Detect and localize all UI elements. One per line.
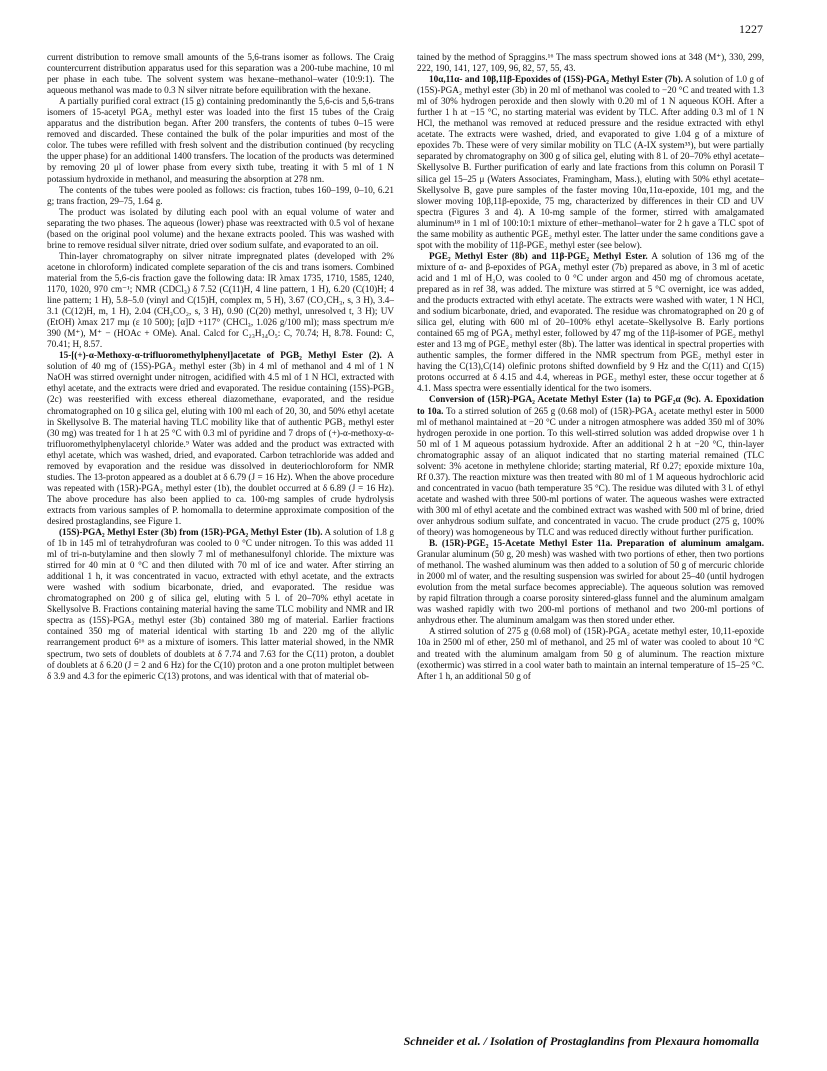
left-column [47, 52, 394, 682]
paragraph-heading: Conversion of (15R)-PGA₂ Acetate Methyl Ester (1a) to PGF₂α (9c). A. Epoxidation to 10a. [417, 394, 764, 416]
paragraph [417, 52, 764, 74]
paragraph-heading: (15S)-PGA₂ Methyl Ester (3b) from (15R)-PGA₂ Methyl Ester (1b). [59, 527, 323, 538]
paragraph [417, 538, 764, 626]
running-footer: Schneider et al. / Isolation of Prostaglandins from Plexaura homomalla [403, 1034, 759, 1048]
paragraph [417, 251, 764, 395]
paragraph [47, 185, 394, 207]
paragraph [417, 626, 764, 681]
paragraph-text: Thin-layer chromatography on silver nitrate impregnated plates (developed with 2% acetone in chloroform) indicated complete separation of the cis and trans isomers. Combined material from the 5,6-cis fraction gave the following data: IR λmax 1735, 1710, 1585, 1240, 1170, 1020, 970 cm⁻¹; NMR (CDCl₃) δ 7.52 (C(11)H, 4 line pattern, 1 H), 6.20 (C(10)H; 4 line pattern; 1 H), 5.8–5.0 (vinyl and C(15)H, complex m, 5 H), 3.67 (CO₂CH₃, s, 3 H), 3.4–3.1 (C(12)H, m, 1 H), 2.04 (CH₃CO₂, s, 3 H), 0.90 (C(20) methyl, unresolved t, 3 H); UV (EtOH) λmax 217 mμ (ε 10 500); [α]D +117° (CHCl₃, 1.026 g/100 ml); mass spectrum m/e 390 (M⁺), M⁺ − (HOAc + OMe). Anal. Calcd for C₂₃H₃₄O₅: C, 70.74; H, 8.78. Found: C, 70.41; H, 8.57. [47, 250, 394, 350]
paragraph-text: A stirred solution of 275 g (0.68 mol) of (15R)-PGA₂ acetate methyl ester, 10,11-epoxide 10a in 2500 ml of ether, 250 ml of methanol, and 25 ml of water was cooled to about 10 °C and treated with the aluminum amalgam from 50 g of aluminum. The reaction mixture (exothermic) was stirred in a cool water bath to maintain an internal temperature of 15–25 °C. After 1 h, an additional 50 g of [417, 626, 764, 681]
paragraph-text: To a stirred solution of 265 g (0.68 mol) of (15R)-PGA₂ acetate methyl ester in 5000 ml of methanol maintained at −20 °C under a nitrogen atmosphere was added 350 ml of 30% hydrogen peroxide in one portion. To this well-stirred solution was added dropwise over 1 h 50 ml of 1 M aqueous potassium hydroxide. After an additional 2 h at −20 °C, thin-layer chromatographic assay of an aliquot indicated that no starting material remained (TLC solvent: 3% acetone in methylene chloride; starting material, Rf 0.27; epoxide mixture 10a, Rf 0.37). The reaction mixture was then treated with 80 ml of 1 M aqueous hydrochloric acid and concentrated in vacuo (bath temperature 35 °C). The residue was diluted with 3 l. of ethyl acetate and washed with three 500-ml portions of water. The aqueous washes were extracted with 300 ml of ethyl acetate and the combined extract was washed with 500 ml of brine, dried over anhydrous sodium sulfate, and concentrated in vacuo. The crude product (275 g, 100% of theory) was homogeneous by TLC and was reduced directly without further purification. [417, 405, 765, 538]
paragraph-text: A solution of 1.0 g of (15S)-PGA₂ methyl ester (3b) in 20 ml of methanol was cooled to −20 °C and treated with 1.3 ml of 30% hydrogen peroxide and then slowly with 0.20 ml of 1 N aqueous KOH. After a further 1 h at −15 °C, no starting material was evident by TLC. After adding 0.3 ml of 1 N HCl, the methanol was removed at reduced pressure and the residue extracted with ethyl acetate. The extracts were washed, dried, and evaporated to give 1.04 g of a mixture of epoxides 7b. These were of very similar mobility on TLC (A-IX system³⁵), but were partially separated by chromatography on 300 g of silica gel, eluting with 8 l. of 20–70% ethyl acetate–Skellysolve B. Further purification of early and late fractions from this column on Porasil T silica gel 15–25 μ (Waters Associates, Framingham, Mass.), eluting with 50% ethyl acetate–Skellysolve B, gave pure samples of the faster moving 10α,11α-epoxide, 101 mg, and the slower moving 10β,11β-epoxide, 75 mg, characterized by differences in their CD and UV spectra (Figures 3 and 4). A 10-mg sample of the former, stirred with amalgamated aluminum¹⁸ in 1 ml of 100:10:1 mixture of ether–methanol–water for 2 h gave a TLC spot of the same mobility as authentic PGE₂ methyl ester. The latter under the same conditions gave a spot with the mobility of 11β-PGE₂ methyl ester (see below). [417, 74, 764, 250]
paragraph-text: A solution of 136 mg of the mixture of α- and β-epoxides of PGA₂ methyl ester (7b) prepared as above, in 3 ml of acetic acid and 1 ml of H₂O, was cooled to 0 °C under argon and 450 mg of chromous acetate, prepared as in ref 38, was added. The mixture was stirred at 5 °C overnight, ice was added, and the products extracted with ethyl acetate. The extracts were washed with water, 1 N HCl, and sodium bicarbonate, dried, and evaporated. The residue was chromatographed on 20 g of silica gel, eluting with 600 ml of 20–100% ethyl acetate–Skellysolve B. Early portions contained 65 mg of PGA₂ methyl ester, followed by 47 mg of the 11β-isomer of PGE₂ methyl ester and 13 mg of PGE₂ methyl ester (8b). The latter was identical in spectral properties with authentic samples, the former differed in the NMR spectrum from PGE₂ methyl ester in having the C(13),C(14) olefinic protons shifted downfield by 9 Hz and the C(11) and C(15) protons occurred at δ 4.15 and 4.4, whereas in PGE₂ methyl ester, these occur together at δ 4.1. Mass spectra were essentially identical for the two isomers. [417, 250, 764, 394]
paragraph-heading: B. (15R)-PGE₂ 15-Acetate Methyl Ester 11a. Preparation of aluminum amalgam. [429, 538, 764, 549]
paragraph [47, 96, 394, 184]
paragraph-heading: 10α,11α- and 10β,11β-Epoxides of (15S)-PGA₂ Methyl Ester (7b). [429, 74, 683, 85]
paragraph-text: A partially purified coral extract (15 g) containing predominantly the 5,6-cis and 5,6-trans isomers of 15-acetyl PGA₂ methyl ester was loaded into the first 15 tubes of the Craig apparatus and the distribution began. After 200 transfers, the contents of tubes 0–15 were removed and discarded. These contained the bulk of the polar impurities and most of the color. The tubes were refilled with fresh solvent and the distribution continued (by recycling the upper phase) for an additional 1400 transfers. The location of the products was determined by removing 20 μl of lower phase from every sixth tube, treating it with 5 ml of 1 N potassium hydroxide in methanol, and measuring the absorption at 278 nm. [47, 96, 394, 184]
paragraph [417, 394, 764, 538]
paragraph [47, 251, 394, 350]
paragraph-text: tained by the method of Spraggins.¹⁶ The mass spectrum showed ions at 348 (M⁺), 330, 299, 222, 190, 141, 127, 109, 96, 82, 57, 55, 43. [417, 52, 764, 74]
paragraph-text: The contents of the tubes were pooled as follows: cis fraction, tubes 160–199, 0–10, 6.21 g; trans fraction, 29–75, 1.64 g. [47, 184, 394, 206]
paragraph-text: Granular aluminum (50 g, 20 mesh) was washed with two portions of ether, then two portions of methanol. The washed aluminum was then added to a solution of 50 g of mercuric chloride in 2000 ml of water, and the resulting suspension was swirled for about 25–40 (until hydrogen evolution from the metal surface becomes appreciable). The aqueous solution was removed by rapid filtration through a coarse porosity sintered-glass funnel and the aluminum amalgam was washed rapidly with two 200-ml portions of methanol and two 200-ml portions of anhydrous ether. The aluminum amalgam was then stored under ether. [417, 549, 764, 626]
paragraph-text: A solution of 40 mg of (15S)-PGA₂ methyl ester (3b) in 4 ml of methanol and 4 ml of 1 N NaOH was stirred overnight under nitrogen, acidified with 4.5 ml of 1 N HCl, extracted with ethyl acetate, and the extracts were dried and evaporated. The residue containing (15S)-PGB₂ (2c) was reesterified with excess ethereal diazomethane, evaporated, and the residue chromatographed on 10 g silica gel, eluting with 100 ml each of 20, 30, and 50% ethyl acetate in Skellysolve B. The material having TLC mobility like that of authentic PGB₂ methyl ester (30 mg) was treated for 1 h at 25 °C with 0.3 ml of pyridine and 7 drops of (+)-α-methoxy-α-trifluoromethylphenylacetyl chloride.⁹ Water was added and the product was extracted with ethyl acetate, which was washed, dried, and evaporated. Carbon tetrachloride was added and removed by evaporation and the residue was dissolved in deuteriochloroform for NMR studies. The 13-proton appeared as a doublet at δ 6.79 (J = 16 Hz). When the above procedure was repeated with (15R)-PGA₂ methyl ester (1b), the doublet occurred at δ 6.89 (J = 16 Hz). The above procedure has also been applied to ca. 100-mg samples of crude hydrolysis extracts from various samples of P. homomalla to determine approximate composition of the desired prostaglandins, see Figure 1. [47, 350, 394, 526]
paragraph [47, 52, 394, 96]
paragraph-text: current distribution to remove small amounts of the 5,6-trans isomer as follows. The Craig countercurrent distribution apparatus used for this separation was a 200-tube machine, 10 ml per phase in each tube. The solvent system was hexane–methanol–water (10:9:1). The aqueous methanol was made to 0.3 N silver nitrate before equilibration with the hexane. [47, 52, 394, 96]
page-number: 1227 [739, 22, 763, 36]
paragraph-heading: 15-[(+)-α-Methoxy-α-trifluoromethylphenyl]acetate of PGB₂ Methyl Ester (2). [59, 350, 382, 361]
paragraph-text: A solution of 1.8 g of 1b in 145 ml of tetrahydrofuran was cooled to 0 °C under nitrogen. To this was added 11 ml of tri-n-butylamine and then slowly 7 ml of methanesulfonyl chloride. The mixture was stirred for 40 min at 0 °C and then diluted with 70 ml of ice and water. After stirring an additional 1 h, it was concentrated in vacuo, extracted with ethyl acetate, and the extracts were washed with sodium bicarbonate, dried, and evaporated. The residue was chromatographed on 200 g of silica gel, eluting with 5 l. of 20–70% ethyl acetate in Skellysolve B. Fractions containing material having the same TLC mobility and NMR and IR spectra as (15S)-PGA₂ methyl ester (3b) contained 380 mg of material. Earlier fractions contained 350 mg of material identical with starting 1b and 220 mg of the allylic rearrangement product 6¹⁶ as a mixture of isomers. This latter material showed, in the NMR spectrum, two sets of doublets of doublets at δ 7.74 and 7.63 for the C(11) proton, a doublet of doublets at δ 6.20 (J = 2 and 6 Hz) for the C(10) proton and a one proton multiplet between δ 3.9 and 4.3 for the epimeric C(13) protons, and was identical with that of material ob- [47, 527, 394, 681]
right-column [417, 52, 764, 682]
paragraph [417, 74, 764, 251]
paragraph [47, 350, 394, 527]
paragraph-heading: PGE₂ Methyl Ester (8b) and 11β-PGE₂ Methyl Ester. [429, 250, 648, 261]
paragraph [47, 527, 394, 682]
paragraph [47, 207, 394, 251]
paragraph-text: The product was isolated by diluting each pool with an equal volume of water and separating the two phases. The aqueous (lower) phase was reextracted with 0.5 vol of hexane (based on the original pool volume) and the hexane extracts pooled. This was washed with brine to remove residual silver nitrate, dried over sodium sulfate, and evaporated to an oil. [47, 206, 394, 250]
